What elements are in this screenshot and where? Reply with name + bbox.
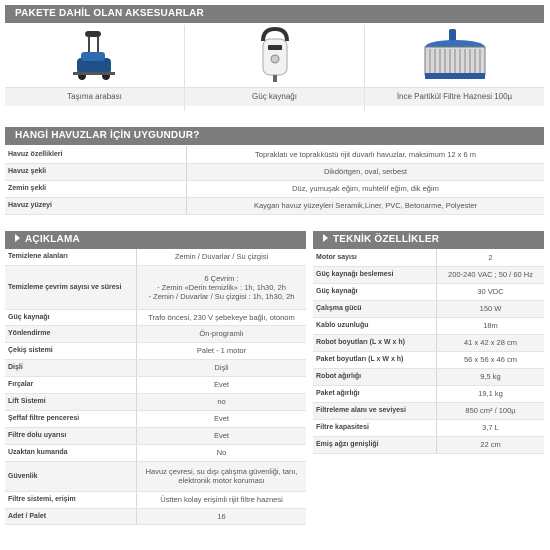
description-key: Güvenlik: [5, 461, 137, 491]
accessory-item: [5, 25, 185, 111]
spec-key: Emiş ağzı genişliği: [313, 436, 437, 453]
table-row: [313, 249, 544, 266]
spec-value: 22 cm: [437, 436, 545, 453]
pool-value: Dikdörtgen, oval, serbest: [187, 163, 545, 180]
spec-value: 200-240 VAC ; 50 / 60 Hz: [437, 266, 545, 283]
table-row: [313, 300, 544, 317]
spec-value: 41 x 42 x 28 cm: [437, 334, 545, 351]
specs-table: [313, 249, 544, 454]
table-row: [5, 508, 306, 524]
table-row: [5, 491, 306, 508]
accessories-title: PAKETE DAHİL OLAN AKSESUARLAR: [15, 8, 204, 19]
pool-key: Havuz yüzeyi: [5, 197, 187, 214]
description-key: Fırçalar: [5, 376, 137, 393]
table-row: [313, 266, 544, 283]
description-key: Şeffaf filtre penceresi: [5, 410, 137, 427]
spec-key: Robot ağırlığı: [313, 368, 437, 385]
specs-title: TEKNİK ÖZELLİKLER: [333, 234, 440, 245]
filter-canister-icon: [365, 25, 544, 87]
pool-value: Topraklatı ve toprakküstü rijit duvarlı havuzlar, maksimum 12 x 6 m: [187, 146, 545, 163]
table-row: [5, 163, 544, 180]
spec-value: 56 x 56 x 46 cm: [437, 351, 545, 368]
description-header: [5, 231, 306, 249]
spec-value: 850 cm² / 100µ: [437, 402, 545, 419]
table-row: [5, 359, 306, 376]
description-value: Evet: [137, 376, 307, 393]
description-key: Lift Sistemi: [5, 393, 137, 410]
table-row: [313, 385, 544, 402]
spec-key: Robot boyutları (L x W x h): [313, 334, 437, 351]
accessories-header: [5, 5, 544, 23]
spec-key: Güç kaynağı: [313, 283, 437, 300]
pool-key: Zemin şekli: [5, 180, 187, 197]
pool-value: Kaygan havuz yüzeyleri Seramik,Liner, PVC, Betonarme, Polyester: [187, 197, 545, 214]
accessory-label: İnce Partikül Filtre Haznesi 100µ: [365, 87, 544, 106]
pool-key: Havuz özellikleri: [5, 146, 187, 163]
spec-key: Çalışma gücü: [313, 300, 437, 317]
specs-header: [313, 231, 544, 249]
pools-table: [5, 146, 544, 215]
table-row: [5, 325, 306, 342]
table-row: [5, 393, 306, 410]
spec-value: 9,5 kg: [437, 368, 545, 385]
spec-key: Filtre kapasitesi: [313, 419, 437, 436]
description-value: Evet: [137, 410, 307, 427]
description-value: No: [137, 444, 307, 461]
table-row: [5, 427, 306, 444]
description-value: Dişli: [137, 359, 307, 376]
table-row: [5, 342, 306, 359]
description-value: Palet - 1 motor: [137, 342, 307, 359]
accessory-label: Güç kaynağı: [185, 87, 364, 106]
description-value: 6 Çevrim : - Zemin «Derin temizlik» : 1h, 1h30, 2h - Zemin / Duvarlar / Su çizgisi : 1h, 1h30, 2h: [137, 265, 307, 309]
table-row: [5, 249, 306, 265]
spec-value: 2: [437, 249, 545, 266]
table-row: [313, 436, 544, 453]
description-value: Üstten kolay erişimli rijit filtre haznesi: [137, 491, 307, 508]
table-row: [313, 368, 544, 385]
caret-right-icon: [323, 234, 328, 242]
description-key: Filtre sistemi, erişim: [5, 491, 137, 508]
spec-value: 150 W: [437, 300, 545, 317]
spec-key: Filtreleme alanı ve seviyesi: [313, 402, 437, 419]
spec-key: Güç kaynağı beslemesi: [313, 266, 437, 283]
table-row: [5, 146, 544, 163]
description-key: Güç kaynağı: [5, 309, 137, 325]
table-row: [313, 334, 544, 351]
table-row: [5, 461, 306, 491]
spec-value: 19,1 kg: [437, 385, 545, 402]
description-key: Temizleme çevrim sayısı ve süresi: [5, 265, 137, 309]
description-table: [5, 249, 306, 525]
description-value: Ön-programlı: [137, 325, 307, 342]
power-supply-icon: [185, 25, 364, 87]
table-row: [5, 265, 306, 309]
table-row: [313, 419, 544, 436]
description-key: Adet / Palet: [5, 508, 137, 524]
description-key: Temizlene alanları: [5, 249, 137, 265]
description-key: Dişli: [5, 359, 137, 376]
description-value: Evet: [137, 427, 307, 444]
description-value: no: [137, 393, 307, 410]
description-value: Havuz çevresi, su dışı çalışma güvenliği, tanı, elektronik motor koruması: [137, 461, 307, 491]
description-key: Filtre dolu uyarısı: [5, 427, 137, 444]
spec-key: Paket boyutları (L x W x h): [313, 351, 437, 368]
table-row: [5, 309, 306, 325]
spec-key: Kablo uzunluğu: [313, 317, 437, 334]
accessory-label: Taşıma arabası: [5, 87, 184, 106]
table-row: [5, 376, 306, 393]
accessory-item: [185, 25, 365, 111]
table-row: [5, 410, 306, 427]
accessory-item: [365, 25, 544, 111]
table-row: [313, 351, 544, 368]
table-row: [5, 180, 544, 197]
table-row: [313, 402, 544, 419]
description-title: AÇIKLAMA: [25, 234, 80, 245]
description-value: Zemin / Duvarlar / Su çizgisi: [137, 249, 307, 265]
caddy-cart-icon: [5, 25, 184, 87]
table-row: [313, 317, 544, 334]
table-row: [313, 283, 544, 300]
pool-value: Düz, yumuşak eğim, muhtelif eğim, dik eğim: [187, 180, 545, 197]
description-key: Yönlendirme: [5, 325, 137, 342]
pools-title: HANGİ HAVUZLAR İÇİN UYGUNDUR?: [15, 130, 200, 141]
pool-key: Havuz şekli: [5, 163, 187, 180]
table-row: [5, 444, 306, 461]
spec-key: Paket ağırlığı: [313, 385, 437, 402]
spec-key: Motor sayısı: [313, 249, 437, 266]
pools-header: [5, 127, 544, 145]
spec-value: 3,7 L: [437, 419, 545, 436]
description-value: Trafo öncesi, 230 V şebekeye bağlı, otonom: [137, 309, 307, 325]
table-row: [5, 197, 544, 214]
description-key: Uzaktan kumanda: [5, 444, 137, 461]
description-key: Çekiş sistemi: [5, 342, 137, 359]
caret-right-icon: [15, 234, 20, 242]
accessories-grid: [5, 25, 544, 111]
spec-value: 18m: [437, 317, 545, 334]
spec-value: 30 VDC: [437, 283, 545, 300]
description-value: 16: [137, 508, 307, 524]
